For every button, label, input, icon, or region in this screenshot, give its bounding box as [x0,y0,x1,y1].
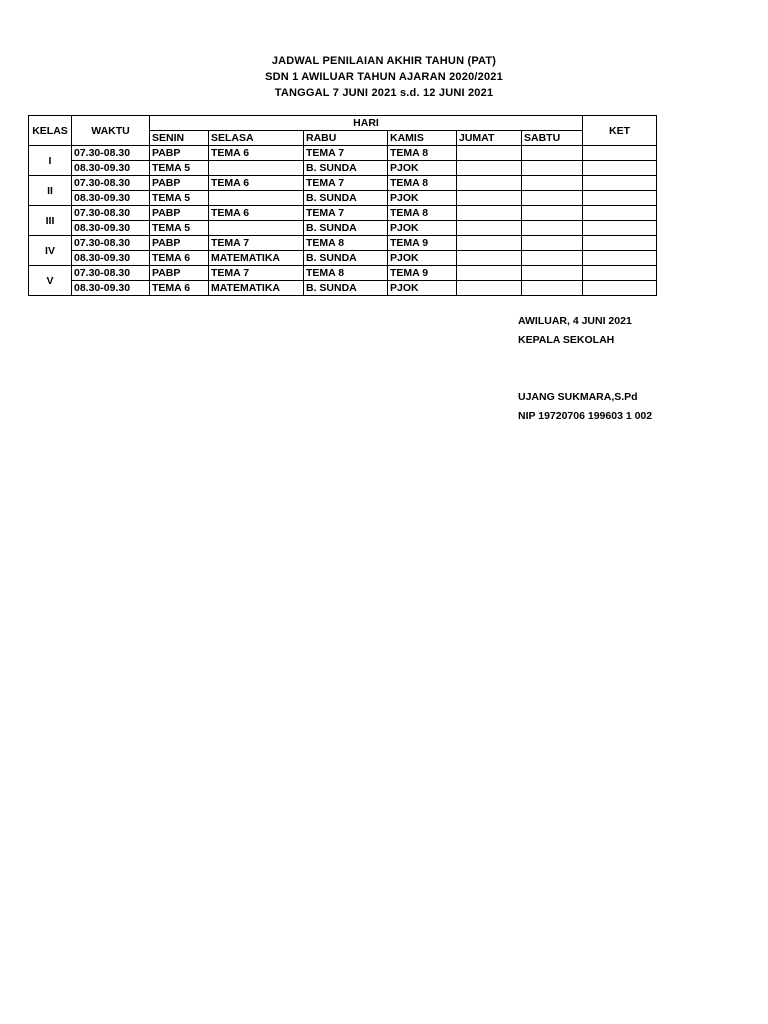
table-row [29,251,657,266]
sabtu-cell [522,266,583,281]
senin-cell: TEMA 5 [150,161,209,176]
selasa-cell [209,221,304,236]
senin-cell: TEMA 6 [150,281,209,296]
table-row [29,206,657,221]
table-row [29,221,657,236]
kelas-cell: V [29,266,72,296]
kamis-cell: PJOK [388,161,457,176]
table-row [29,146,657,161]
ket-cell [583,236,657,251]
ket-cell [583,146,657,161]
kamis-cell: PJOK [388,191,457,206]
sabtu-cell [522,161,583,176]
signature-nip: NIP 19720706 199603 1 002 [518,410,653,422]
selasa-cell: TEMA 6 [209,206,304,221]
table-row [29,236,657,251]
selasa-cell: TEMA 7 [209,266,304,281]
header-day-rabu: RABU [304,131,388,146]
jumat-cell [457,266,522,281]
kelas-cell: I [29,146,72,176]
senin-cell: PABP [150,176,209,191]
senin-cell: TEMA 5 [150,191,209,206]
header-day-sabtu: SABTU [522,131,583,146]
senin-cell: PABP [150,266,209,281]
selasa-cell: TEMA 7 [209,236,304,251]
table-row [29,281,657,296]
selasa-cell [209,161,304,176]
sabtu-cell [522,206,583,221]
kamis-cell: TEMA 9 [388,266,457,281]
ket-cell [583,281,657,296]
title-line-2: SDN 1 AWILUAR TAHUN AJARAN 2020/2021 [265,71,503,83]
sabtu-cell [522,251,583,266]
header-waktu: WAKTU [72,116,150,146]
header-day-selasa: SELASA [209,131,304,146]
waktu-cell: 08.30-09.30 [72,191,150,206]
kamis-cell: TEMA 8 [388,146,457,161]
header-day-kamis: KAMIS [388,131,457,146]
rabu-cell: B. SUNDA [304,251,388,266]
ket-cell [583,191,657,206]
jumat-cell [457,251,522,266]
ket-cell [583,221,657,236]
kamis-cell: PJOK [388,251,457,266]
schedule-body [29,146,657,296]
sabtu-cell [522,191,583,206]
title-line-3: TANGGAL 7 JUNI 2021 s.d. 12 JUNI 2021 [274,87,494,99]
sabtu-cell [522,221,583,236]
signature-position: KEPALA SEKOLAH [518,334,615,346]
selasa-cell [209,191,304,206]
senin-cell: TEMA 5 [150,221,209,236]
selasa-cell: TEMA 6 [209,176,304,191]
kelas-cell: II [29,176,72,206]
jumat-cell [457,161,522,176]
rabu-cell: B. SUNDA [304,281,388,296]
selasa-cell: TEMA 6 [209,146,304,161]
waktu-cell: 07.30-08.30 [72,176,150,191]
rabu-cell: TEMA 8 [304,266,388,281]
rabu-cell: TEMA 7 [304,146,388,161]
sabtu-cell [522,236,583,251]
kelas-cell: III [29,206,72,236]
sabtu-cell [522,176,583,191]
waktu-cell: 08.30-09.30 [72,251,150,266]
senin-cell: TEMA 6 [150,251,209,266]
ket-cell [583,176,657,191]
kamis-cell: PJOK [388,221,457,236]
header-kelas: KELAS [29,116,72,146]
jumat-cell [457,206,522,221]
rabu-cell: TEMA 7 [304,176,388,191]
title-line-1: JADWAL PENILAIAN AKHIR TAHUN (PAT) [271,55,497,67]
rabu-cell: TEMA 7 [304,206,388,221]
waktu-cell: 08.30-09.30 [72,281,150,296]
table-row [29,266,657,281]
sabtu-cell [522,146,583,161]
senin-cell: PABP [150,206,209,221]
kamis-cell: TEMA 8 [388,206,457,221]
sabtu-cell [522,281,583,296]
jumat-cell [457,146,522,161]
document-title [0,53,768,101]
rabu-cell: B. SUNDA [304,221,388,236]
table-row [29,176,657,191]
waktu-cell: 08.30-09.30 [72,161,150,176]
kamis-cell: TEMA 9 [388,236,457,251]
ket-cell [583,251,657,266]
table-row [29,161,657,176]
ket-cell [583,206,657,221]
header-row [29,116,657,131]
header-hari: HARI [150,116,583,131]
header-day-senin: SENIN [150,131,209,146]
header-ket: KET [583,116,657,146]
senin-cell: PABP [150,146,209,161]
rabu-cell: B. SUNDA [304,191,388,206]
waktu-cell: 07.30-08.30 [72,266,150,281]
signature-footer [518,388,652,426]
rabu-cell: B. SUNDA [304,161,388,176]
ket-cell [583,161,657,176]
jumat-cell [457,281,522,296]
signature-place-date: AWILUAR, 4 JUNI 2021 [518,315,632,327]
jumat-cell [457,236,522,251]
selasa-cell: MATEMATIKA [209,281,304,296]
kelas-cell: IV [29,236,72,266]
waktu-cell: 07.30-08.30 [72,236,150,251]
waktu-cell: 07.30-08.30 [72,146,150,161]
kamis-cell: TEMA 8 [388,176,457,191]
rabu-cell: TEMA 8 [304,236,388,251]
jumat-cell [457,191,522,206]
senin-cell: PABP [150,236,209,251]
selasa-cell: MATEMATIKA [209,251,304,266]
ket-cell [583,266,657,281]
kamis-cell: PJOK [388,281,457,296]
waktu-cell: 08.30-09.30 [72,221,150,236]
signature-header [518,312,632,350]
header-day-jumat: JUMAT [457,131,522,146]
waktu-cell: 07.30-08.30 [72,206,150,221]
table-row [29,191,657,206]
signature-name: UJANG SUKMARA,S.Pd [518,391,638,403]
schedule-table [28,115,657,296]
jumat-cell [457,176,522,191]
jumat-cell [457,221,522,236]
